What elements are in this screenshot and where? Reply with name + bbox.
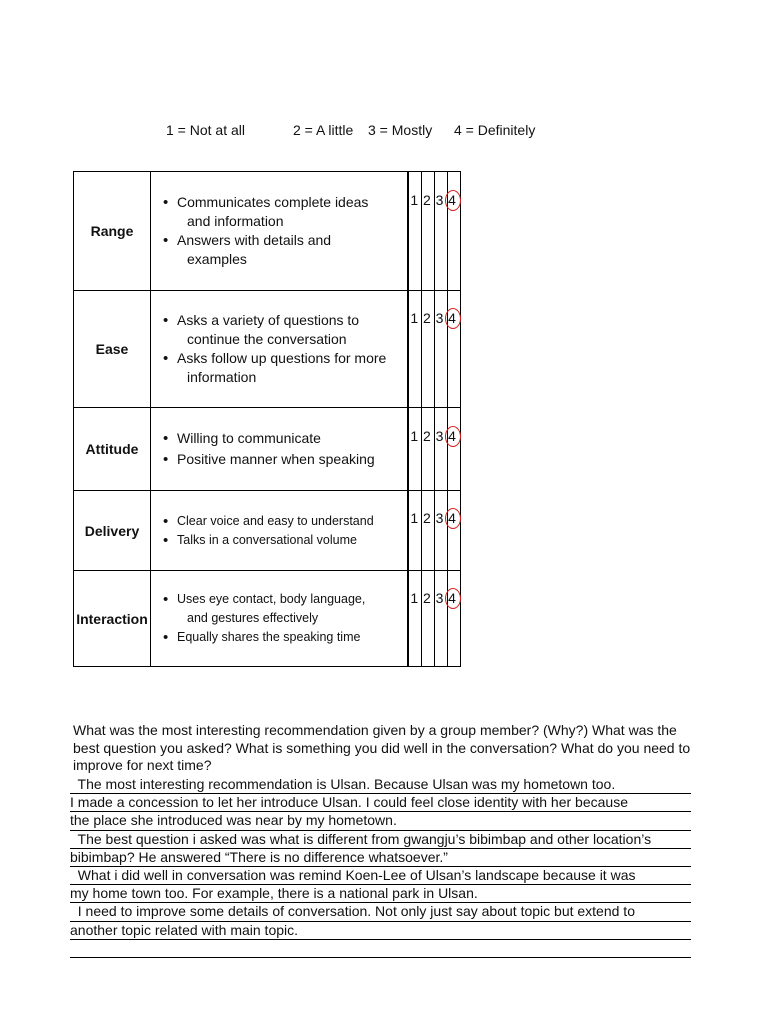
selected-score-circle [445,508,461,529]
score-options [408,428,458,444]
criterion-bullet: • Clear voice and easy to understand [165,512,407,531]
score-option: 3 [435,428,444,444]
answer-line: I need to improve some details of conversation. Not only just say about topic but extend to [70,903,691,921]
answer-line: bibimbap? He answered “There is no difference whatsoever.” [70,849,691,867]
criteria-cell [151,571,409,667]
score-options [408,510,458,526]
score-option: 2 [422,510,431,526]
rubric-row-ease [74,291,461,408]
selected-score-circle [445,588,461,609]
rubric-row-attitude [74,408,461,491]
answer-line: another topic related with main topic. [70,922,691,940]
score-option: 1 [410,428,419,444]
score-option: 2 [422,428,431,444]
answer-line: The best question i asked was what is different from gwangju’s bibimbap and other location’s [70,831,691,849]
criterion-bullet: • Willing to communicate [165,428,407,449]
score-option: 3 [435,310,444,326]
score-option: 1 [410,590,419,606]
score-option: 4 [448,590,456,606]
score-option: 1 [410,310,419,326]
answer-line: my home town too. For example, there is a national park in Ulsan. [70,885,691,903]
score-option: 2 [422,192,431,208]
rubric-row-delivery [74,491,461,571]
score-option: 3 [435,192,444,208]
criteria-cell [151,291,409,408]
criterion-bullet: • Communicates complete ideas and information [165,193,407,231]
score-option: 4 [448,310,456,326]
category-label: Interaction [74,571,151,667]
criterion-bullet: • Asks follow up questions for more information [165,349,407,387]
scale-1-label: 1 = Not at all [166,122,245,138]
selected-score-circle [445,308,461,329]
reflection-prompt: What was the most interesting recommendation given by a group member? (Why?) What was the best question you asked? What is something you did well in the conversation? What do you need to improve for next time? [73,722,691,773]
category-label: Attitude [74,408,151,491]
criterion-bullet: • Positive manner when speaking [165,449,407,470]
score-options [408,590,458,606]
score-option: 3 [435,590,444,606]
selected-score-circle [445,190,461,211]
rubric-row-range [74,172,461,291]
criterion-bullet: • Asks a variety of questions to continue the conversation [165,311,407,349]
category-label: Range [74,172,151,291]
criteria-cell [151,172,409,291]
score-options [408,192,458,208]
answer-line: What i did well in conversation was remind Koen-Lee of Ulsan’s landscape because it was [70,867,691,885]
score-option: 1 [410,192,419,208]
criteria-cell [151,491,409,571]
score-option: 2 [422,310,431,326]
scale-2-label: 2 = A little [293,122,354,138]
answer-line [70,940,691,958]
answer-line: the place she introduced was near by my hometown. [70,812,691,830]
answer-line: The most interesting recommendation is Ulsan. Because Ulsan was my hometown too. [70,776,691,794]
score-option: 4 [448,192,456,208]
reflection-answer [70,776,691,958]
score-option: 4 [448,510,456,526]
rubric-table [73,171,461,667]
score-option: 1 [410,510,419,526]
score-options [408,310,458,326]
score-option: 3 [435,510,444,526]
criteria-cell [151,408,409,491]
score-option: 4 [448,428,456,444]
criterion-bullet: • Uses eye contact, body language, and gestures effectively [165,590,407,628]
criterion-bullet: • Talks in a conversational volume [165,531,407,550]
selected-score-circle [445,426,461,447]
criterion-bullet: • Answers with details and examples [165,231,407,269]
scale-4-label: 4 = Definitely [454,122,536,138]
category-label: Delivery [74,491,151,571]
criterion-bullet: • Equally shares the speaking time [165,628,407,647]
answer-line: I made a concession to let her introduce Ulsan. I could feel close identity with her because [70,794,691,812]
score-option: 2 [422,590,431,606]
category-label: Ease [74,291,151,408]
rubric-row-interaction [74,571,461,667]
scale-3-label: 3 = Mostly [368,122,433,138]
